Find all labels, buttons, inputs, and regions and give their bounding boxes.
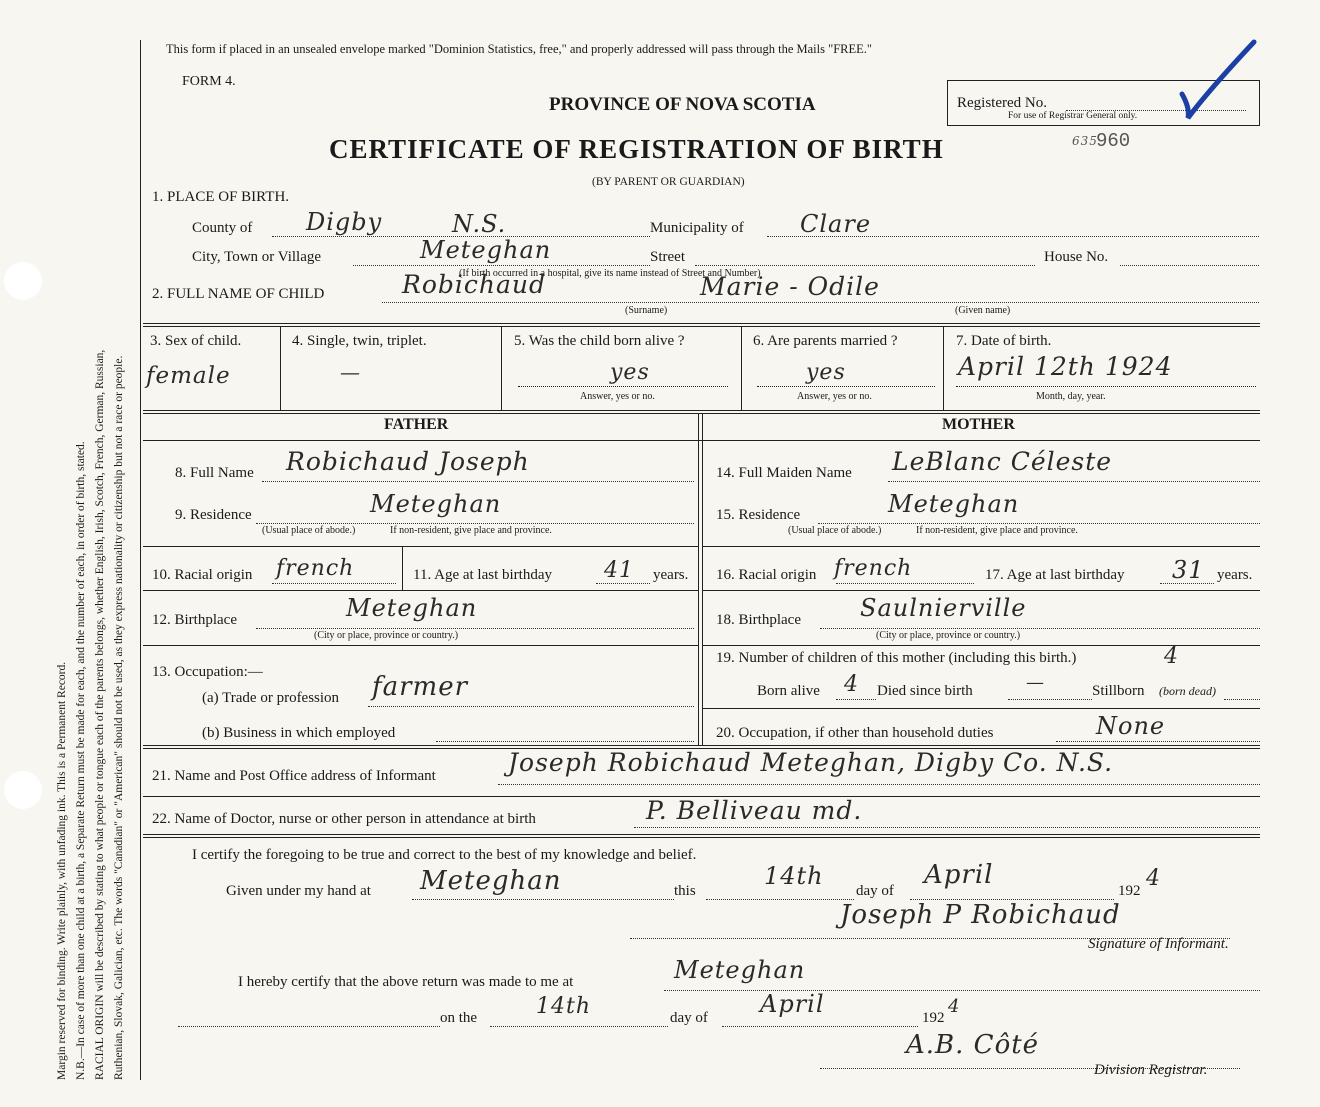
father-racial-origin-value: french (276, 556, 355, 581)
divider (943, 326, 944, 410)
divider (280, 326, 281, 410)
mother-city-note: (City or place, province or country.) (876, 630, 1021, 641)
father-trade-label: (a) Trade or profession (202, 690, 340, 706)
mother-occupation-value: None (1096, 712, 1166, 740)
punch-hole (4, 262, 42, 300)
day-of-label: day of (856, 883, 894, 899)
row-3-top-rule-2 (143, 326, 1260, 327)
side-note-nb: N.B.—In case of more than one child at a birth, a Separate Return must be made for each, and the number of each, in order of birth, stated. (75, 441, 87, 1080)
this-label: this (674, 883, 696, 899)
father-racial-origin-label: 10. Racial origin (152, 567, 253, 583)
father-trade-value: farmer (372, 672, 469, 702)
informant-signature: Joseph P Robichaud (840, 900, 1121, 930)
province-heading: PROVINCE OF NOVA SCOTIA (549, 94, 816, 115)
rule (702, 590, 1260, 591)
child-surname-value: Robichaud (402, 270, 546, 299)
born-alive-value: yes (610, 360, 650, 385)
sex-label: 3. Sex of child. (150, 333, 242, 349)
stamp-prefix: 635 (1072, 134, 1098, 148)
doctor-label: 22. Name of Doctor, nurse or other person in attendance at birth (152, 811, 536, 827)
given-month-value: April (924, 860, 994, 890)
father-abode-note: (Usual place of abode.) (262, 525, 356, 536)
mother-racial-line (836, 583, 974, 584)
father-business-line (436, 741, 694, 742)
on-the-label: on the (440, 1010, 478, 1026)
mail-notice: This form if placed in an unsealed envelope marked "Dominion Statistics, free," and properly addressed will pass through the Mails "FREE." (166, 42, 873, 56)
rule (143, 590, 698, 591)
mother-name-value: LeBlanc Céleste (892, 447, 1113, 476)
registrar-month-line (722, 1026, 918, 1027)
rule (702, 708, 1260, 709)
father-name-value: Robichaud Joseph (286, 447, 530, 476)
checkmark-icon (1178, 36, 1258, 122)
side-note-binding: Margin reserved for binding. Write plainly, with unfading ink. This is a Permanent Record. (56, 661, 68, 1080)
mother-birthplace-label: 18. Birthplace (716, 612, 801, 628)
house-number-label: House No. (1044, 249, 1109, 265)
side-note-racial: RACIAL ORIGIN will be described by stating to what people or tongue each of the parents belongs, whether English, Irish, Scotch, French, German, Russian, (94, 349, 106, 1080)
certificate-subtitle: (BY PARENT OR GUARDIAN) (592, 176, 745, 188)
divider (402, 546, 403, 590)
side-note-racial-2: Ruthenian, Slovak, Galician, etc. The words "Canadian" or "American" should not be used, as they express nationality or citizenship but not a race or people. (113, 355, 125, 1080)
stillborn-label: Stillborn (1092, 683, 1145, 699)
stillborn-line (1224, 699, 1260, 700)
father-birthplace-label: 12. Birthplace (152, 612, 237, 628)
province-value: N.S. (452, 210, 507, 238)
rule (143, 645, 698, 646)
father-occupation-label: 13. Occupation:— (152, 664, 263, 680)
father-name-label: 8. Full Name (175, 465, 254, 481)
given-name-note: (Given name) (955, 305, 1011, 316)
answer-note: Answer, yes or no. (580, 391, 655, 402)
city-value: Meteghan (420, 236, 552, 264)
given-day-value: 14th (764, 862, 824, 890)
informant-label: 21. Name and Post Office address of Informant (152, 768, 436, 784)
parents-top-rule (143, 410, 1260, 411)
doctor-line (634, 827, 1260, 828)
mother-birthplace-line (820, 628, 1260, 629)
mother-birthplace-value: Saulnierville (860, 594, 1027, 622)
father-birthplace-line (256, 628, 694, 629)
mother-name-label: 14. Full Maiden Name (716, 465, 852, 481)
row-3-top-rule (143, 323, 1260, 324)
registered-label: Registered No. (957, 95, 1047, 111)
mother-heading: MOTHER (942, 416, 1015, 433)
municipality-value: Clare (800, 210, 872, 238)
child-given-value: Marie - Odile (700, 272, 880, 301)
father-age-years: years. (653, 567, 689, 583)
registrar-certify-statement: I hereby certify that the above return was made to me at (238, 974, 574, 990)
informant-top-rule (143, 745, 1260, 746)
municipality-label: Municipality of (650, 220, 744, 236)
divider (501, 326, 502, 410)
parents-married-label: 6. Are parents married ? (753, 333, 898, 349)
certify-statement: I certify the foregoing to be true and correct to the best of my knowledge and belief. (192, 847, 697, 863)
parents-married-line (757, 386, 935, 387)
county-value: Digby (306, 208, 383, 236)
stillborn-note: (born dead) (1159, 684, 1216, 698)
mother-age-label: 17. Age at last birthday (985, 567, 1125, 583)
father-age-line (596, 583, 650, 584)
father-residence-line (256, 523, 694, 524)
registrar-year-prefix: 192 (922, 1010, 945, 1026)
born-alive-question-label: 5. Was the child born alive ? (514, 333, 685, 349)
place-of-birth-label: 1. PLACE OF BIRTH. (152, 189, 290, 205)
rule (143, 546, 698, 547)
registrar-day-line (490, 1026, 668, 1027)
sex-value: female (146, 363, 231, 389)
father-heading: FATHER (384, 416, 449, 433)
father-age-label: 11. Age at last birthday (413, 567, 552, 583)
child-name-label: 2. FULL NAME OF CHILD (152, 286, 325, 302)
informant-line (498, 784, 1260, 785)
punch-hole (4, 771, 42, 809)
father-nonresident-note: If non-resident, give place and province. (390, 525, 552, 536)
mother-occupation-line (1056, 741, 1260, 742)
born-alive-count-value: 4 (844, 672, 859, 697)
plurality-label: 4. Single, twin, triplet. (292, 333, 427, 349)
children-count-label: 19. Number of children of this mother (including this birth.) (716, 650, 1077, 666)
children-count-value: 4 (1164, 644, 1179, 669)
father-trade-line (368, 706, 694, 707)
house-number-line (1120, 265, 1259, 266)
hospital-note: (If birth occurred in a hospital, give its name instead of Street and Number) (459, 268, 761, 279)
certificate-title: CERTIFICATE OF REGISTRATION OF BIRTH (329, 134, 944, 164)
center-divider (698, 413, 699, 745)
registrar-month-value: April (760, 990, 825, 1018)
registrar-signature-label: Division Registrar. (1094, 1062, 1208, 1078)
registrar-blank-line (178, 1026, 440, 1027)
city-label: City, Town or Village (192, 249, 322, 265)
given-place-line (412, 899, 674, 900)
father-name-line (262, 481, 694, 482)
center-divider-2 (702, 413, 703, 745)
registrar-year-digit: 4 (948, 996, 961, 1017)
stamp-number: 960 (1096, 130, 1131, 152)
given-under-hand-label: Given under my hand at (226, 883, 371, 899)
heading-rule (143, 440, 1260, 441)
given-day-line (706, 899, 854, 900)
mother-racial-origin-label: 16. Racial origin (716, 567, 817, 583)
county-label: County of (192, 220, 253, 236)
doctor-value: P. Belliveau md. (646, 796, 863, 825)
binding-margin (0, 0, 140, 1107)
given-year-digit: 4 (1146, 866, 1161, 891)
parents-married-value: yes (806, 360, 846, 385)
mother-name-line (888, 481, 1260, 482)
date-of-birth-label: 7. Date of birth. (956, 333, 1052, 349)
mother-occupation-label: 20. Occupation, if other than household duties (716, 725, 994, 741)
registrar-day-of-label: day of (670, 1010, 708, 1026)
certify-top-rule-2 (143, 837, 1260, 838)
date-of-birth-line (956, 386, 1256, 387)
given-place-value: Meteghan (420, 866, 562, 896)
street-label: Street (650, 249, 685, 265)
father-city-note: (City or place, province or country.) (314, 630, 459, 641)
answer-note: Answer, yes or no. (797, 391, 872, 402)
mother-residence-label: 15. Residence (716, 507, 801, 523)
given-year-prefix: 192 (1118, 883, 1141, 899)
surname-note: (Surname) (625, 305, 668, 316)
informant-signature-label: Signature of Informant. (1088, 936, 1229, 952)
street-line (695, 265, 1035, 266)
date-format-note: Month, day, year. (1036, 391, 1106, 402)
informant-value: Joseph Robichaud Meteghan, Digby Co. N.S. (508, 748, 1114, 777)
mother-racial-origin-value: french (834, 556, 913, 581)
city-line (353, 265, 650, 266)
plurality-value: — (340, 360, 361, 384)
child-name-line (382, 302, 1259, 303)
mother-abode-note: (Usual place of abode.) (788, 525, 882, 536)
mother-age-years: years. (1217, 567, 1253, 583)
rule (702, 546, 1260, 547)
divider (741, 326, 742, 410)
margin-rule (140, 40, 141, 1080)
registrar-place-value: Meteghan (674, 956, 806, 984)
mother-age-value: 31 (1172, 556, 1205, 584)
certify-top-rule (143, 834, 1260, 835)
born-alive-label: Born alive (757, 683, 820, 699)
father-business-label: (b) Business in which employed (202, 725, 396, 741)
registrar-place-line (664, 990, 1260, 991)
born-alive-count-line (836, 699, 876, 700)
died-since-birth-label: Died since birth (877, 683, 973, 699)
mother-nonresident-note: If non-resident, give place and province. (916, 525, 1078, 536)
died-since-birth-line (1008, 699, 1092, 700)
father-age-value: 41 (604, 558, 634, 583)
mother-residence-value: Meteghan (888, 490, 1020, 518)
date-of-birth-value: April 12th 1924 (958, 352, 1173, 381)
registrar-signature: A.B. Côté (906, 1030, 1040, 1060)
father-residence-value: Meteghan (370, 490, 502, 518)
registrar-day-value: 14th (536, 994, 592, 1019)
father-racial-line (272, 583, 396, 584)
registrar-use-note: For use of Registrar General only. (1008, 111, 1138, 121)
born-alive-line (518, 386, 728, 387)
father-birthplace-value: Meteghan (346, 594, 478, 622)
died-since-birth-value: — (1026, 672, 1045, 693)
mother-residence-line (818, 523, 1260, 524)
father-residence-label: 9. Residence (175, 507, 252, 523)
form-number: FORM 4. (182, 74, 236, 89)
